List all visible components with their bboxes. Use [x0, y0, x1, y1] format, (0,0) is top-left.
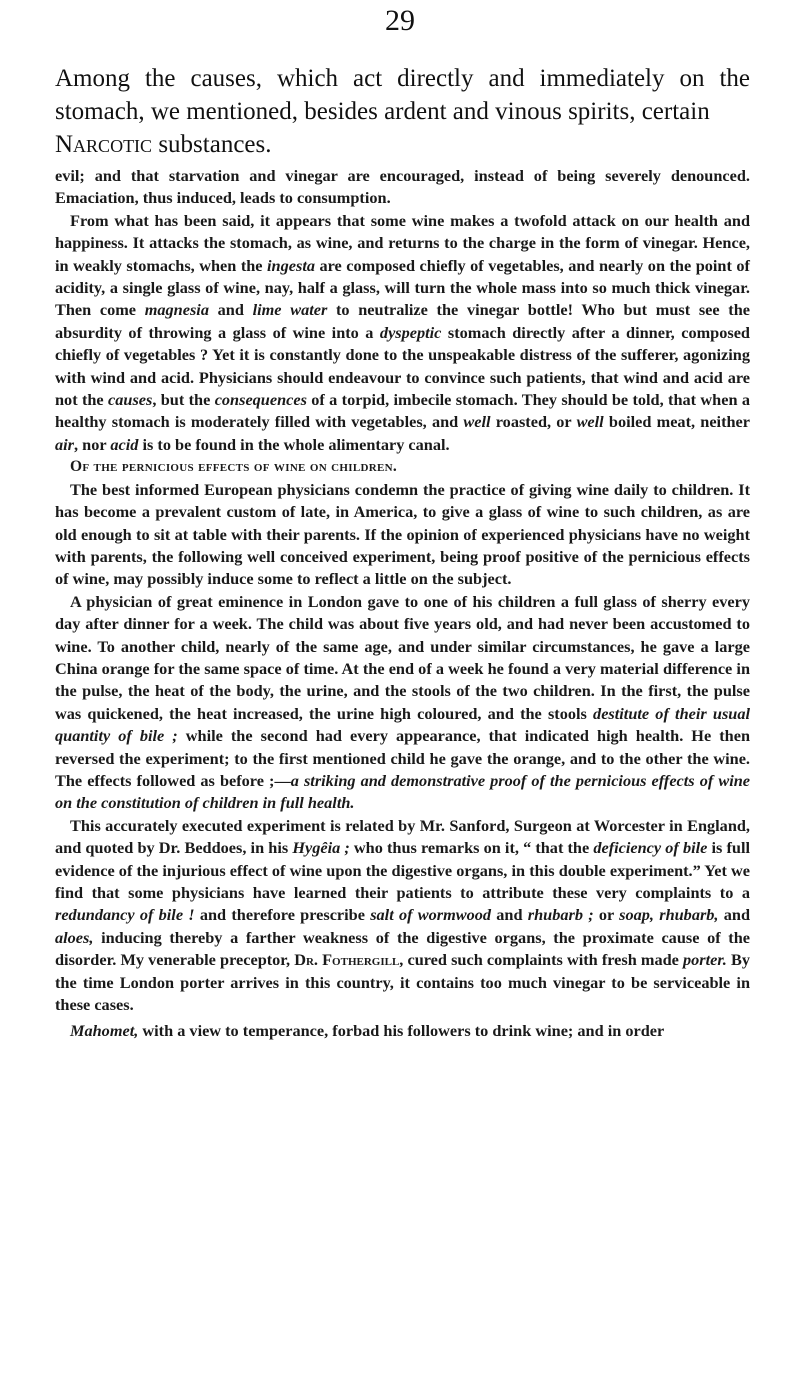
p2-text: is to be found in the whole alimentary canal. [138, 434, 450, 454]
p5-text: By the time London porter arrives in this country, it contains too much vinegar to be serviceable in these cases. [55, 950, 750, 1015]
p4-text: A physician of great eminence in London gave to one of his children a full glass of sherry every day after dinner for a week. The child was about five years old, and had never been accustomed to wine. To another child, nearly of the same age, and under similar circumstances, he gave a large China orange for the same space of time. At the end of a week he found a very material difference in the pulse, the heat of the body, the urine, and the stools of the two children. In the first, the pulse was quickened, the heat increased, the urine high coloured, and the stools [55, 591, 750, 723]
p5-fothergill: Dr. Fothergill, [294, 950, 404, 970]
p2-ingesta: ingesta [267, 255, 315, 275]
p5-text: and therefore prescribe [194, 905, 371, 925]
p2-text: boiled meat, neither [603, 412, 750, 432]
p2-air: air [55, 434, 75, 454]
p2-text: From what has been said, it appears that some wine makes a twofold attack on our health and happiness. It attacks the stomach, as wine, and returns to the charge in the form of vinegar. Hence, in weakly stomachs, when the [55, 210, 750, 275]
p2-lime-water: lime water [252, 300, 328, 320]
p6-text: with a view to temperance, forbad his followers to drink wine; and in order [138, 1021, 665, 1041]
section-heading [55, 62, 750, 161]
subheading: Of the pernicious effects of wine on children. [70, 458, 398, 476]
p2-text: , but the [152, 390, 215, 410]
paragraph-3: The best informed European physicians condemn the practice of giving wine daily to children. It has become a prevalent custom of late, in America, to give a glass of wine to such children, as are old enough to sit at table with their parents. If the opinion of experienced physicians have no weight with parents, the following well conceived experiment, being proof positive of the pernicious effects of wine, may possibly induce some to reflect a little on the subject. [55, 479, 750, 589]
heading-narcotic: Narcotic [55, 131, 153, 158]
p2-well: well [463, 412, 491, 432]
p2-text: of a torpid, imbecile stomach. They should be told, that when a healthy stomach is moderately filled with vegetables, and [55, 390, 750, 432]
p2-text: roasted, or [490, 412, 577, 432]
p4-destitute: destitute of their usual quantity of bile ; [55, 703, 750, 746]
heading-tail: substances. [152, 131, 272, 158]
p2-text: and [208, 300, 253, 320]
p2-text: are composed chiefly of vegetables, and nearly on the point of acidity, a single glass of wine, nay, half a glass, will turn the whole mass into so much thick vinegar. Then come [55, 255, 750, 320]
p2-causes: causes [108, 390, 153, 410]
p5-text: who thus remarks on it, “ that the [349, 838, 594, 858]
p4-striking-proof: a striking and demonstrative proof of the pernicious effects of wine on the constitution of children in full health. [55, 770, 750, 813]
p2-magnesia: magnesia [144, 300, 209, 320]
p2-dyspeptic: dyspeptic [379, 322, 442, 342]
p5-text: is full evidence of the injurious effect of wine upon the digestive organs, in this double experiment.” Yet we find that some physicians have learned their patients to attribute these very complaints to a [55, 838, 750, 902]
p5-aloes: aloes, [55, 927, 94, 947]
body-text [55, 165, 750, 1043]
paragraph-6 [55, 1020, 750, 1042]
p5-text: and [718, 905, 750, 925]
p5-hygeia: Hygêia ; [292, 838, 350, 858]
paragraph-1: evil; and that starvation and vinegar are encouraged, instead of being severely denounced. Emaciation, thus induced, leads to consumption. [55, 166, 750, 208]
p5-rhubarb: rhubarb ; [527, 905, 594, 925]
p2-text: to neutralize the vinegar bottle! Who but must see the absurdity of throwing a glass of wine into a [55, 300, 751, 342]
p2-acid: acid [110, 434, 139, 454]
p5-redundancy: redundancy of bile ! [55, 905, 195, 925]
p5-text: This accurately executed experiment is related by Mr. Sanford, Surgeon at Worcester in England, and quoted by Dr. Beddoes, in his [55, 815, 750, 858]
p5-salt-of-wormwood: salt of wormwood [370, 905, 492, 925]
p5-text: inducing thereby a farther weakness of the digestive organs, the proximate cause of the disorder. My venerable preceptor, [55, 927, 750, 970]
paragraph-2 [55, 210, 750, 456]
paragraph-4 [55, 591, 750, 815]
p2-well: well [576, 412, 604, 432]
paragraph-5 [55, 815, 750, 1017]
p5-porter: porter. [683, 950, 727, 970]
p5-soap: soap, rhubarb, [619, 905, 719, 925]
p2-consequences: consequences [214, 390, 307, 410]
p2-text: stomach directly after a dinner, composed chiefly of vegetables ? Yet it is constantly done to the unspeakable distress of the sufferer, agonizing with wind and acid. Physicians should endeavour to convince such patients, that wind and acid are not the [55, 322, 750, 410]
p6-mahomet: Mahomet, [70, 1021, 139, 1041]
p5-text: and [491, 905, 528, 925]
p5-text: cured such complaints with fresh made [403, 950, 683, 970]
heading-line: Among the causes, which act directly and immediately on the stomach, we mentioned, besides ardent and vinous spirits, certain [55, 65, 750, 125]
p2-text: , nor [74, 434, 111, 454]
page-number: 29 [385, 4, 415, 37]
p5-text: or [593, 905, 620, 925]
p4-text: while the second had every appearance, that indicated high health. He then reversed the experiment; to the first mentioned child he gave the orange, and to the other the wine. The effects followed as before ;— [55, 726, 750, 790]
p5-deficiency: deficiency of bile [593, 838, 708, 858]
